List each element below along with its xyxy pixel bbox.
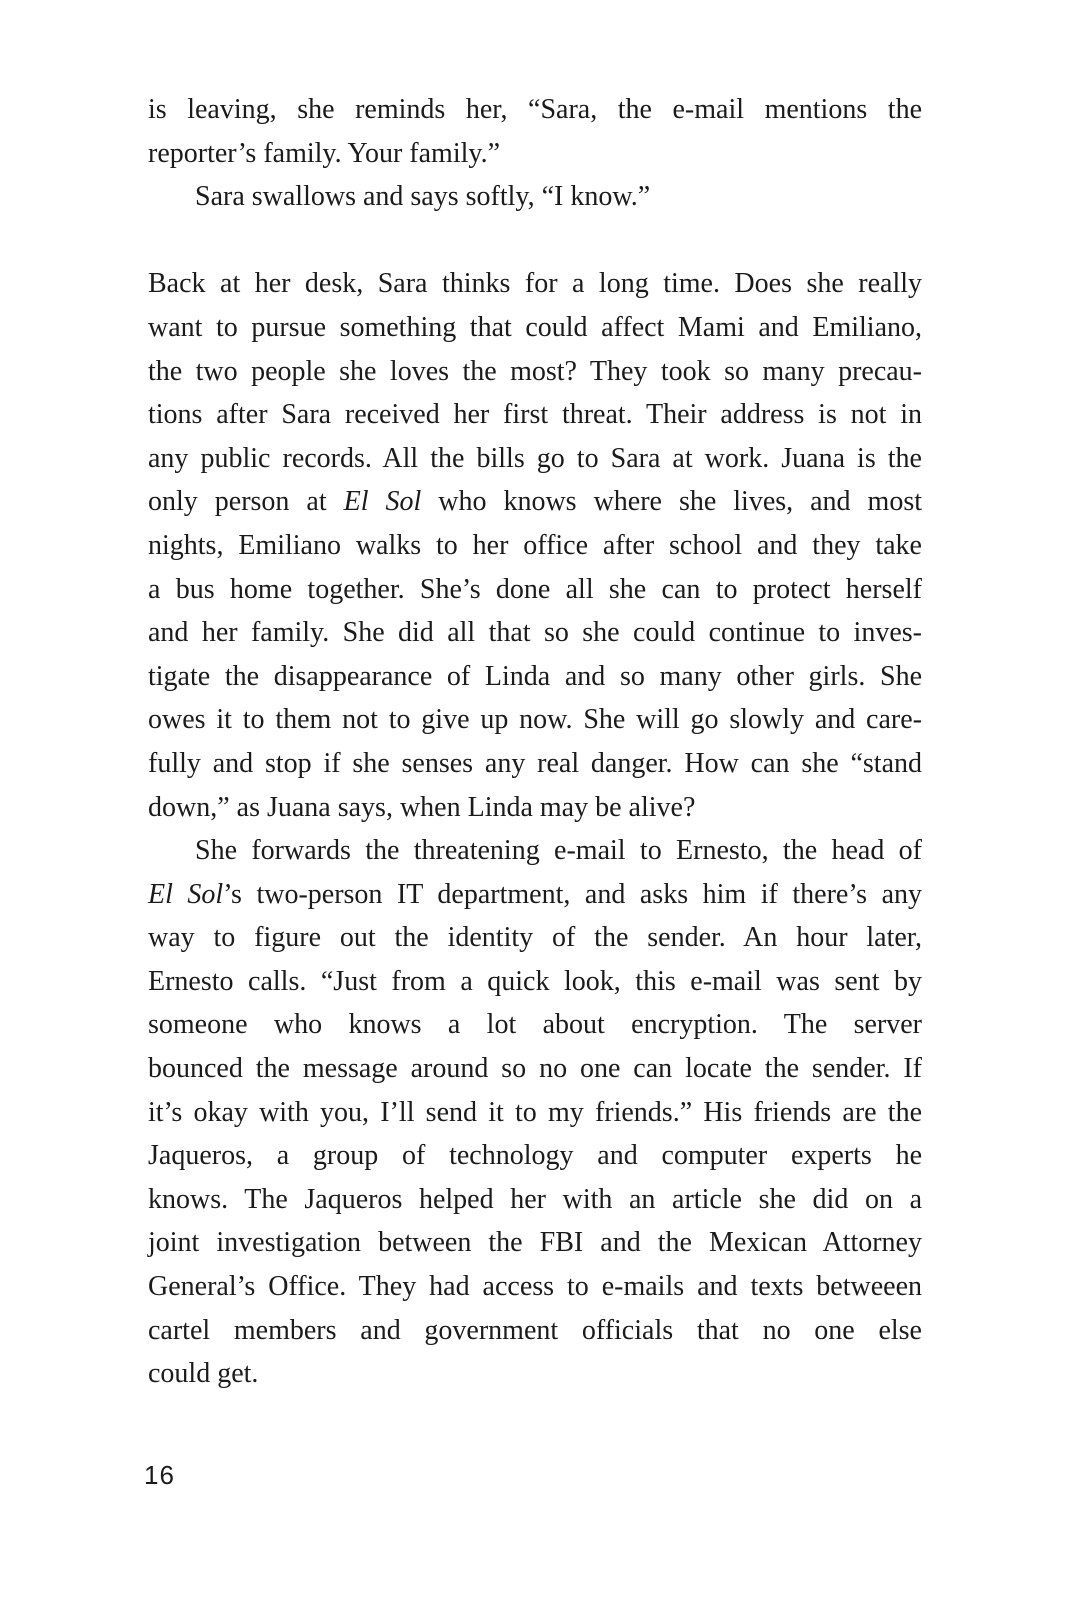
text-line: nights, Emiliano walks to her office after school and they take xyxy=(148,529,922,561)
text-line: fully and stop if she senses any real danger. How can she “stand xyxy=(148,747,922,779)
text-line: tigate the disappearance of Linda and so many other girls. She xyxy=(148,660,922,692)
text-line: reporter’s family. Your family.” xyxy=(148,137,500,169)
text-line: She forwards the threatening e-mail to Ernesto, the head of xyxy=(195,835,922,867)
text-span: only person at xyxy=(148,486,344,518)
text-line: down,” as Juana says, when Linda may be alive? xyxy=(148,791,696,823)
text-line: Sara swallows and says softly, “I know.” xyxy=(195,181,651,213)
text-line: any public records. All the bills go to Sara at work. Juana is the xyxy=(148,442,922,474)
text-line: and her family. She did all that so she could continue to inves- xyxy=(148,617,922,649)
text-line: joint investigation between the FBI and the Mexican Attorney xyxy=(148,1227,922,1259)
text-line xyxy=(148,480,922,524)
text-line: is leaving, she reminds her, “Sara, the e-mail mentions the xyxy=(148,94,922,125)
text-line: Ernesto calls. “Just from a quick look, this e-mail was sent by xyxy=(148,965,922,997)
text-line: a bus home together. She’s done all she can to protect herself xyxy=(148,573,922,605)
italic-title: El Sol xyxy=(148,878,224,910)
book-page-body xyxy=(148,88,922,1396)
text-line: Back at her desk, Sara thinks for a long time. Does she really xyxy=(148,268,922,300)
text-span: ’s two-person IT department, and asks him if there’s any xyxy=(223,878,923,910)
text-line: knows. The Jaqueros helped her with an article she did on a xyxy=(148,1183,922,1215)
text-line: General’s Office. They had access to e-mails and texts betweeen xyxy=(148,1271,922,1303)
text-line: tions after Sara received her first threat. Their address is not in xyxy=(148,399,922,431)
text-line: owes it to them not to give up now. She will go slowly and care- xyxy=(148,704,922,736)
text-line xyxy=(148,873,922,917)
page-number: 16 xyxy=(144,1460,175,1490)
italic-title: El Sol xyxy=(343,486,422,518)
text-line: cartel members and government officials that no one else xyxy=(148,1314,922,1346)
text-line: way to figure out the identity of the sender. An hour later, xyxy=(148,922,922,954)
text-line: want to pursue something that could affect Mami and Emiliano, xyxy=(148,311,922,343)
text-line: bounced the message around so no one can locate the sender. If xyxy=(148,1053,922,1085)
section-break xyxy=(148,219,922,263)
text-line: Jaqueros, a group of technology and computer experts he xyxy=(148,1140,922,1172)
text-line: the two people she loves the most? They took so many precau- xyxy=(148,355,922,387)
text-line: it’s okay with you, I’ll send it to my friends.” His friends are the xyxy=(148,1096,922,1128)
text-span: who knows where she lives, and most xyxy=(421,486,923,518)
text-line: could get. xyxy=(148,1358,259,1390)
text-line: someone who knows a lot about encryption. The server xyxy=(148,1009,922,1041)
